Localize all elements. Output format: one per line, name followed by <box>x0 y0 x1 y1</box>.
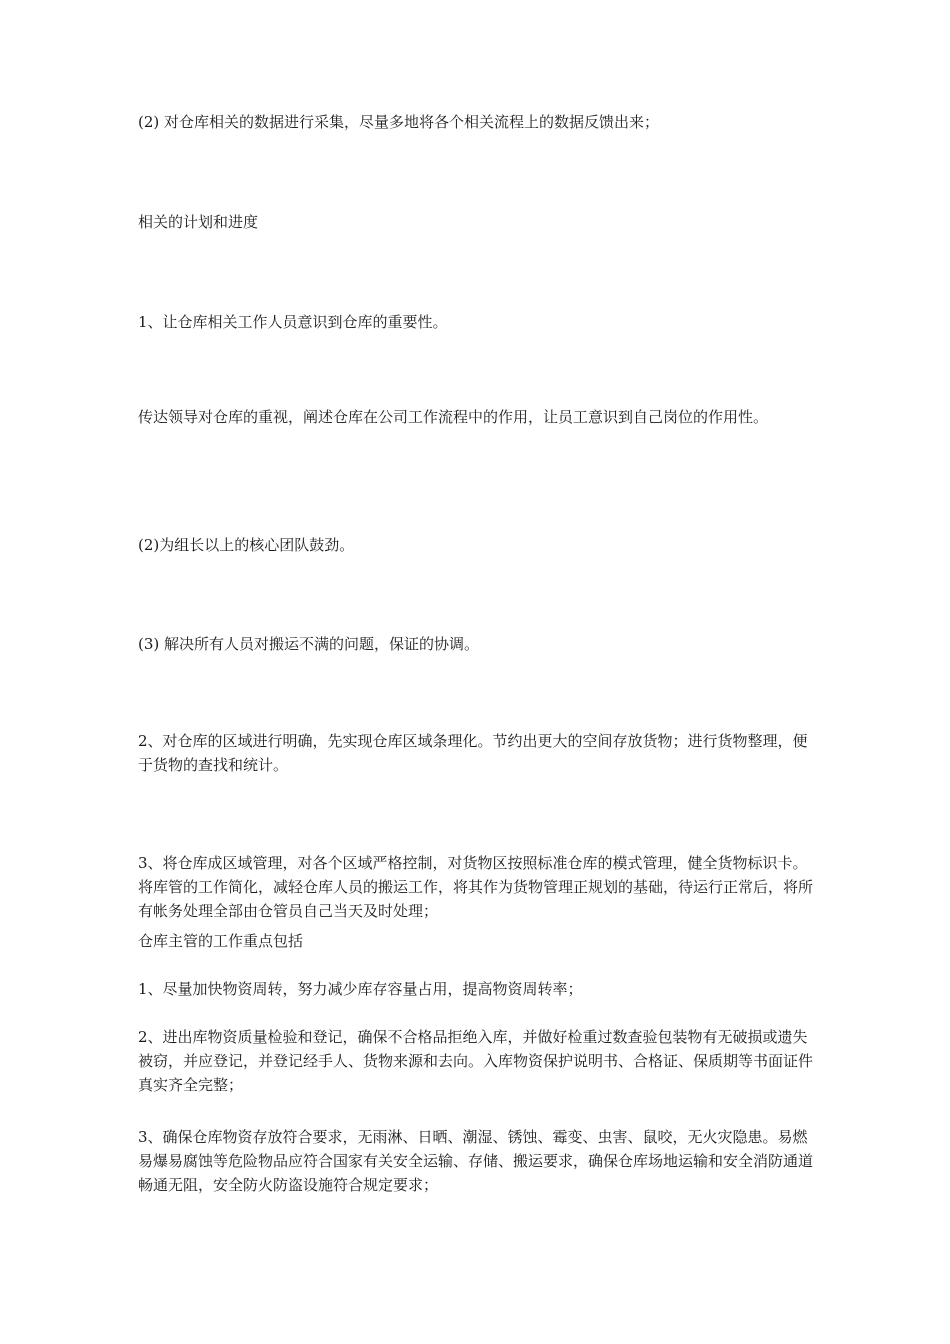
paragraph-data-collection: (2) 对仓库相关的数据进行采集，尽量多地将各个相关流程上的数据反馈出来； <box>138 113 660 131</box>
paragraph-leadership: 传达领导对仓库的重视，阐述仓库在公司工作流程中的作用，让员工意识到自己岗位的作用性。 <box>138 408 769 426</box>
paragraph-handling-issues: (3) 解决所有人员对搬运不满的问题，保证的协调。 <box>138 635 480 653</box>
paragraph-duty-3: 3、确保仓库物资存放符合要求，无雨淋、日晒、潮湿、锈蚀、霉变、虫害、鼠咬，无火灾隐患。易燃易爆易腐蚀等危险物品应符合国家有关安全运输、存储、搬运要求，确保仓库场地运输和安全消防通道畅通无阻，安全防火防盗设施符合规定要求； <box>138 1128 814 1194</box>
paragraph-heading-plan: 相关的计划和进度 <box>138 213 259 231</box>
paragraph-item-3: 3、将仓库成区域管理，对各个区域严格控制，对货物区按照标准仓库的模式管理，健全货物标识卡。将库管的工作简化，减轻仓库人员的搬运工作，将其作为货物管理正规划的基础，待运行正常后，将所有帐务处理全部由仓管员自己当天及时处理； <box>138 854 814 920</box>
paragraph-item-1: 1、让仓库相关工作人员意识到仓库的重要性。 <box>138 313 448 331</box>
paragraph-duty-2: 2、进出库物资质量检验和登记，确保不合格品拒绝入库，并做好检重过数查验包装物有无破损或遗失被窃，并应登记，并登记经手人、货物来源和去向。入库物资保护说明书、合格证、保质期等书面证件真实齐全完整； <box>138 1028 814 1094</box>
paragraph-duty-1: 1、尽量加快物资周转，努力减少库存容量占用，提高物资周转率； <box>138 980 583 998</box>
paragraph-item-2: 2、对仓库的区域进行明确，先实现仓库区域条理化。节约出更大的空间存放货物；进行货物整理，便于货物的查找和统计。 <box>138 732 808 774</box>
paragraph-team-encourage: (2)为组长以上的核心团队鼓劲。 <box>138 536 355 554</box>
paragraph-heading-duties: 仓库主管的工作重点包括 <box>138 932 304 950</box>
